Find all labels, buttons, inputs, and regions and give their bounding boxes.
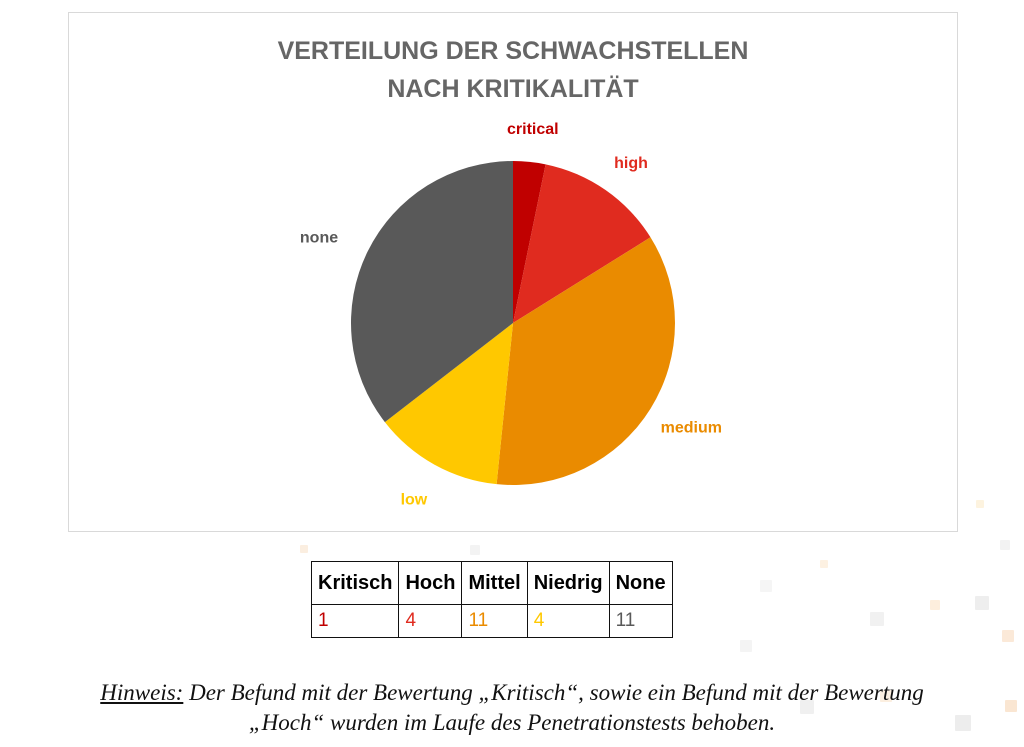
note-label: Hinweis: [100,680,184,705]
table-row [312,605,673,638]
chart-title-line-2: NACH KRITIKALITÄT [387,75,639,103]
note-paragraph [0,678,1024,738]
vulnerability-count-table [311,561,673,638]
value-none: 11 [609,605,672,638]
pie-label-critical: critical [507,121,559,138]
note-text-1: Der Befund mit der Bewertung „Kritisch“, sowie ein Befund mit der Bewertung [183,680,924,705]
pie-label-low: low [400,491,428,509]
value-hoch: 4 [399,605,462,638]
value-kritisch: 1 [312,605,399,638]
chart-area [68,12,958,532]
chart-title-line-1: VERTEILUNG DER SCHWACHSTELLEN [277,37,749,65]
note-line-2: „Hoch“ wurden im Laufe des Penetrationstests behoben. [248,710,776,735]
value-niedrig: 4 [527,605,609,638]
header-mittel: Mittel [462,562,527,605]
header-niedrig: Niedrig [527,562,609,605]
table-header-row [312,562,673,605]
pie-label-high: high [614,155,648,173]
header-hoch: Hoch [399,562,462,605]
header-kritisch: Kritisch [312,562,399,605]
pie-label-none: none [299,229,339,247]
pie-chart [69,13,957,531]
note-line-1 [0,678,1024,708]
header-none: None [609,562,672,605]
value-mittel: 11 [462,605,527,638]
pie-slices [351,161,675,485]
pie-label-medium: medium [660,419,722,437]
